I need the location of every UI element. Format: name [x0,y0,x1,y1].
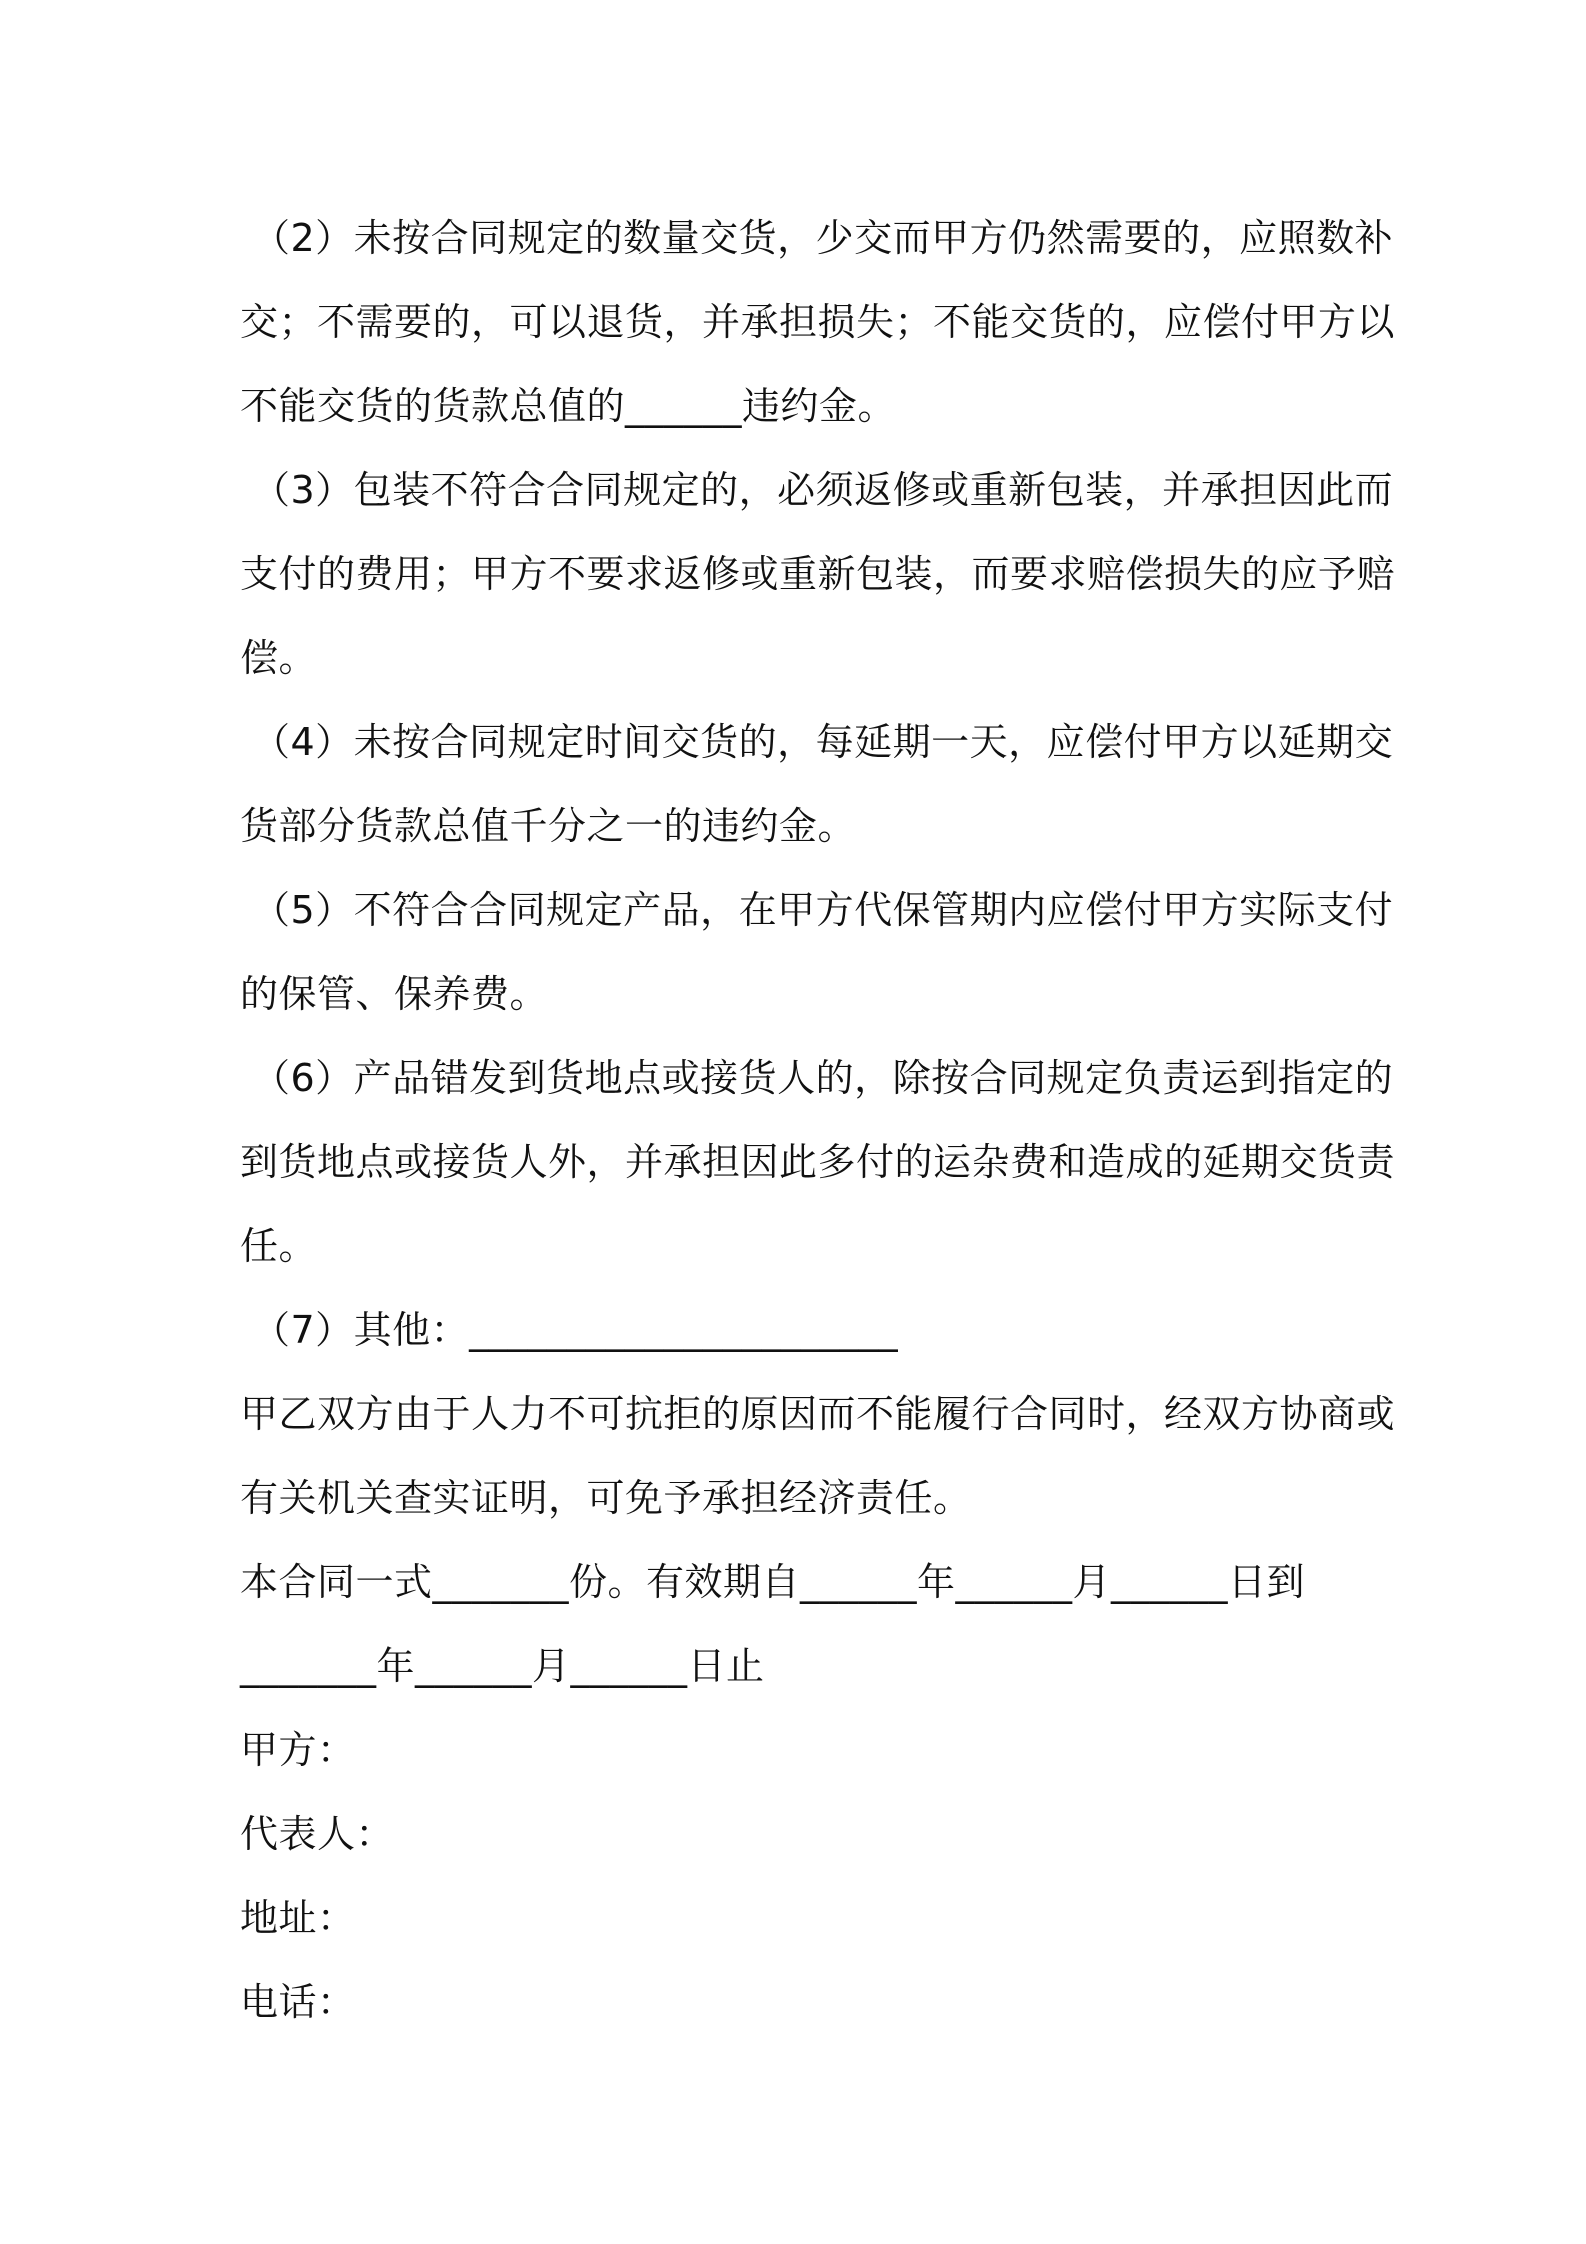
clause-6-line-3: 任。 [240,1224,318,1268]
clause-4-line-1: （4）未按合同规定时间交货的，每延期一天，应偿付甲方以延期交 [252,720,1394,764]
clause-5-line-2: 的保管、保养费。 [240,972,549,1016]
clause-3-line-2: 支付的费用；甲方不要求返修或重新包装，而要求赔偿损失的应予赔 [240,552,1396,596]
clause-5-line-1: （5）不符合合同规定产品，在甲方代保管期内应偿付甲方实际支付 [252,888,1394,932]
document-page [240,196,1396,2044]
clause-7-line: （7）其他：______________________ [252,1308,899,1352]
clause-3-line-1: （3）包装不符合合同规定的，必须返修或重新包装，并承担因此而 [252,468,1394,512]
representative-label: 代表人： [240,1812,395,1856]
party-a-label: 甲方： [240,1728,356,1772]
clause-6-line-2: 到货地点或接货人外，并承担因此多付的运杂费和造成的延期交货责 [240,1140,1396,1184]
clause-2-line-3: 不能交货的货款总值的______违约金。 [240,384,897,428]
validity-line-1: 本合同一式_______份。有效期自______年______月______日到 [240,1560,1306,1604]
clause-2-line-2: 交；不需要的，可以退货，并承担损失；不能交货的，应偿付甲方以 [240,300,1396,344]
clause-6-line-1: （6）产品错发到货地点或接货人的，除按合同规定负责运到指定的 [252,1056,1394,1100]
phone-label: 电话： [240,1980,356,2024]
clause-2-line-1: （2）未按合同规定的数量交货，少交而甲方仍然需要的，应照数补 [252,216,1394,260]
clause-4-line-2: 货部分货款总值千分之一的违约金。 [240,804,857,848]
clause-3-line-3: 偿。 [240,636,318,680]
force-majeure-line-1: 甲乙双方由于人力不可抗拒的原因而不能履行合同时，经双方协商或 [240,1392,1396,1436]
validity-line-2: _______年______月______日止 [240,1644,765,1688]
force-majeure-line-2: 有关机关查实证明，可免予承担经济责任。 [240,1476,972,1520]
address-label: 地址： [240,1896,356,1940]
